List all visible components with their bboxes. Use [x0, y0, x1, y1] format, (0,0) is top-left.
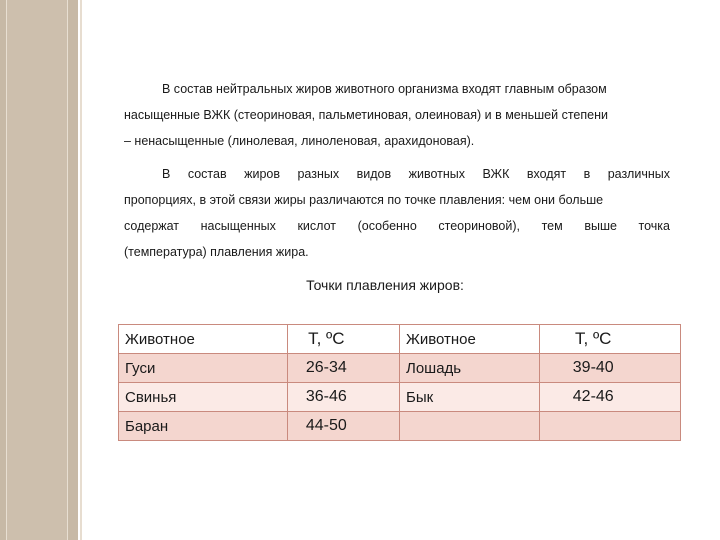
paragraph-1-line-2: насыщенные ВЖК (стеориновая, пальметиновая, олеиновая) и в меньшей степени	[124, 108, 608, 122]
cell-temp: 44-50	[287, 412, 399, 441]
cell-temp: 42-46	[540, 383, 681, 412]
decorative-sidebar	[0, 0, 78, 540]
cell-animal	[399, 412, 540, 441]
cell-animal: Бык	[399, 383, 540, 412]
cell-temp	[540, 412, 681, 441]
cell-animal: Лошадь	[399, 354, 540, 383]
cell-animal: Баран	[119, 412, 288, 441]
cell-temp: 26-34	[287, 354, 399, 383]
cell-temp: 36-46	[287, 383, 399, 412]
paragraph-1-line-1: В состав нейтральных жиров животного организма входят главным образом	[162, 82, 607, 96]
header-temp-1: Т, ºС	[287, 325, 399, 354]
table-header-row	[119, 325, 681, 354]
paragraph-1	[124, 76, 670, 154]
paragraph-2-line-4: (температура) плавления жира.	[124, 245, 309, 259]
header-animal-2: Животное	[399, 325, 540, 354]
cell-animal: Свинья	[119, 383, 288, 412]
table-row	[119, 383, 681, 412]
sidebar-divider	[80, 0, 82, 540]
paragraph-2	[124, 161, 670, 265]
header-temp-2: Т, ºС	[540, 325, 681, 354]
table-row	[119, 412, 681, 441]
table-title: Точки плавления жиров:	[306, 277, 464, 293]
paragraph-2-line-2: пропорциях, в этой связи жиры различаются по точке плавления: чем они больше	[124, 193, 604, 207]
table-row	[119, 354, 681, 383]
header-animal-1: Животное	[119, 325, 288, 354]
paragraph-2-line-3: содержат насыщенных кислот (особенно стеориновой), тем выше точка	[124, 219, 670, 233]
paragraph-1-line-3: – ненасыщенные (линолевая, линоленовая, арахидоновая).	[124, 134, 475, 148]
paragraph-2-line-1: В состав жиров разных видов животных ВЖК входят в различных	[162, 167, 670, 181]
cell-animal: Гуси	[119, 354, 288, 383]
cell-temp: 39-40	[540, 354, 681, 383]
melting-points-table	[118, 324, 681, 441]
sidebar-panel	[6, 0, 68, 540]
